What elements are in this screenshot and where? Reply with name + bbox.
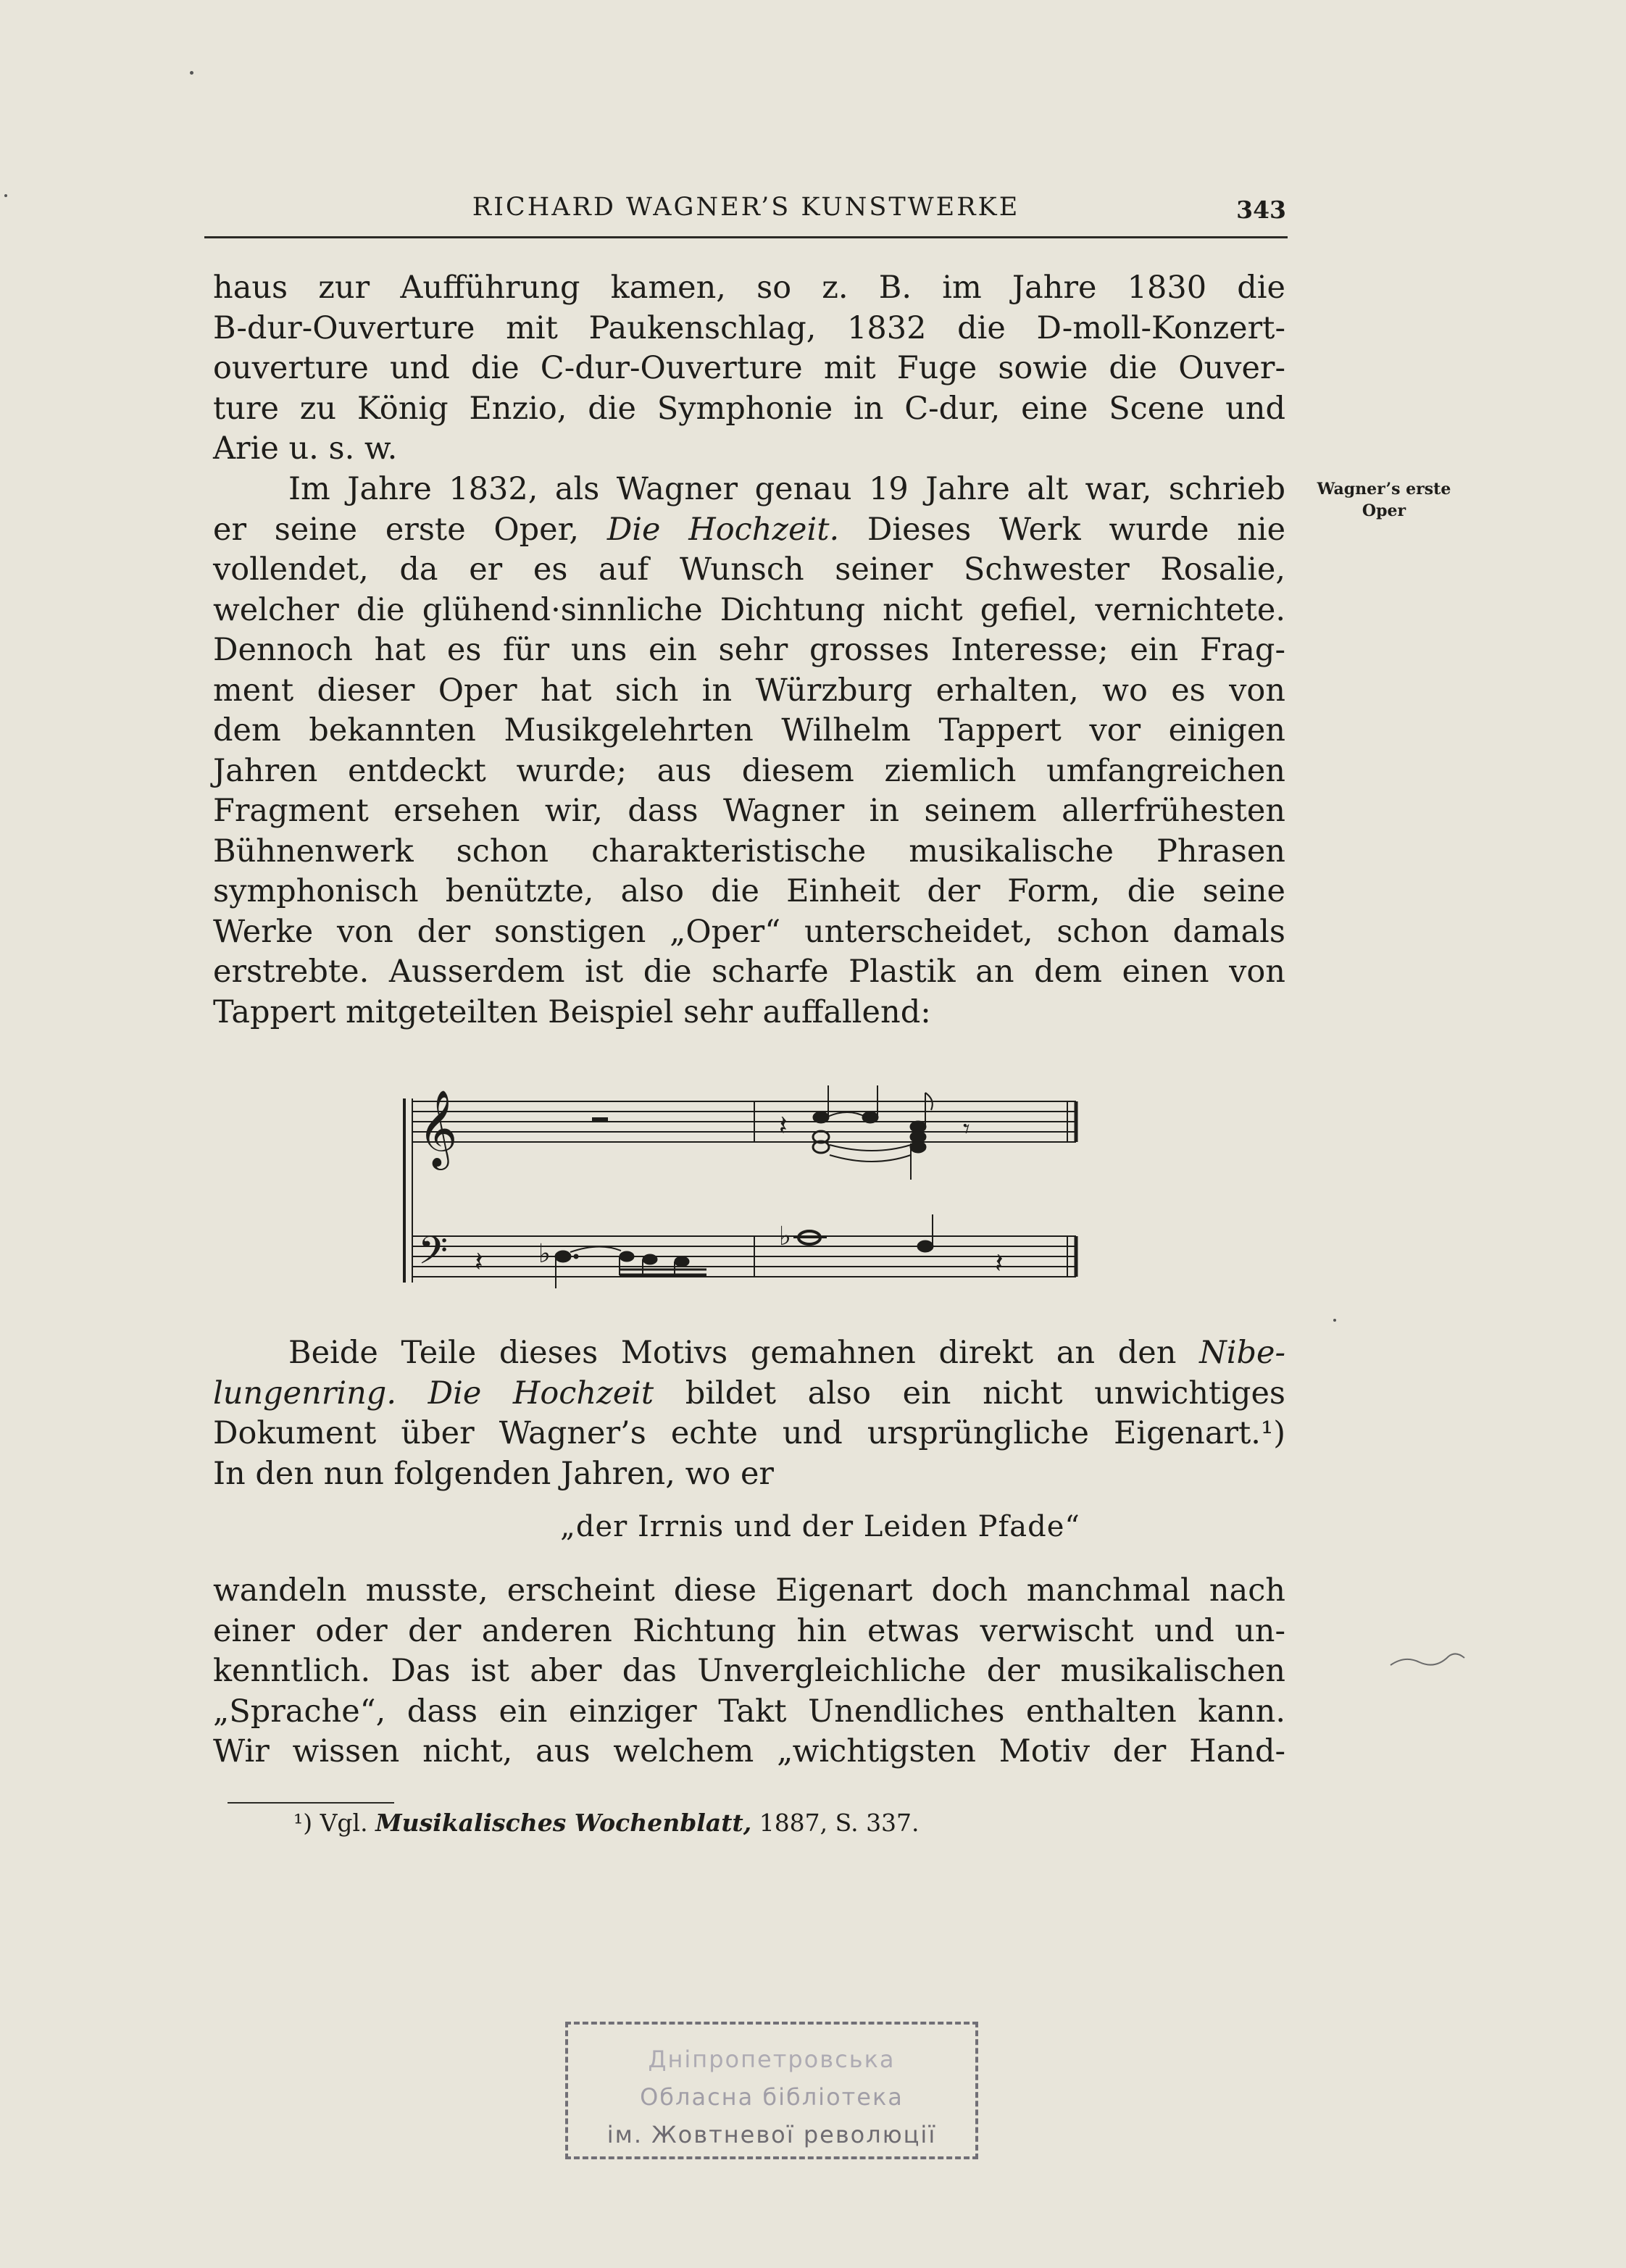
svg-text:𝄽: 𝄽 [995, 1247, 1004, 1279]
text-line: kenntlich. Das ist aber das Unvergleichliche der musikalischen [213, 1653, 1285, 1689]
text-line: Arie u. s. w. [213, 430, 398, 467]
footnote-rule [228, 1802, 394, 1804]
running-title: RICHARD WAGNER’S KUNSTWERKE [472, 193, 1020, 222]
paragraph-3 [213, 1333, 1285, 1494]
music-score [402, 1085, 1098, 1288]
text-line: vollendet, da er es auf Wunsch seiner Schwester Rosalie, [213, 551, 1285, 588]
opera-title: Die Hochzeit. [606, 511, 840, 548]
work-title: lungenring. Die Hochzeit [213, 1375, 654, 1412]
text-span: Dieses Werk wurde nie [839, 511, 1286, 548]
paragraph-4 [213, 1571, 1285, 1772]
text-line: B-dur-Ouverture mit Paukenschlag, 1832 die D-moll-Konzert- [213, 309, 1285, 346]
text-line: wandeln musste, erscheint diese Eigenart doch manchmal nach [213, 1572, 1285, 1609]
footnote-source: Musikalisches Wochenblatt, [375, 1809, 752, 1837]
svg-text:♭: ♭ [779, 1222, 791, 1251]
text-line: ture zu König Enzio, die Symphonie in C-dur, eine Scene und [213, 390, 1285, 427]
text-line: Bühnenwerk schon charakteristische musikalische Phrasen [213, 833, 1285, 870]
text-line: dem bekannten Musikgelehrten Wilhelm Tappert vor einigen [213, 712, 1285, 749]
text-line [213, 1333, 1285, 1374]
paper-speck [4, 194, 7, 197]
marginal-note-line: Wagner’s erste [1317, 480, 1451, 499]
text-line: Dokument über Wagner’s echte und ursprüngliche Eigenart.¹) [213, 1415, 1285, 1451]
text-span: bildet also ein nicht unwichtiges [654, 1375, 1285, 1412]
text-line: welcher die glühend·sinnliche Dichtung nicht gefiel, vernichtete. [213, 591, 1285, 628]
svg-text:𝄽: 𝄽 [779, 1109, 788, 1141]
text-span: er seine erste Oper, [213, 511, 607, 548]
svg-text:𝄽: 𝄽 [475, 1246, 483, 1277]
footnote-marker: ¹) Vgl. [293, 1809, 376, 1837]
library-stamp [565, 2022, 978, 2159]
running-head [204, 190, 1288, 238]
text-line: Dennoch hat es für uns ein sehr grosses Interesse; ein Frag- [213, 632, 1285, 668]
paragraph-2 [213, 470, 1285, 1033]
text-line: „Sprache“, dass ein einziger Takt Unendliches enthalten kann. [213, 1693, 1285, 1730]
text-line: einer oder der anderen Richtung hin etwas verwischt und un- [213, 1612, 1285, 1649]
text-line: symphonisch benützte, also die Einheit der Form, die seine [213, 873, 1285, 909]
stamp-line: Дніпропетровська [648, 2046, 896, 2073]
text-line: Fragment ersehen wir, dass Wagner in seinem allerfrühesten [213, 793, 1285, 829]
page-number: 343 [1236, 196, 1286, 224]
text-line [213, 1374, 1285, 1414]
work-title: Nibe- [1199, 1335, 1285, 1371]
footnote [293, 1809, 920, 1837]
text-line: ouverture und die C-dur-Ouverture mit Fuge sowie die Ouver- [213, 350, 1285, 386]
paper-speck [1333, 1319, 1336, 1322]
text-line: Jahren entdeckt wurde; aus diesem ziemlich umfangreichen [213, 752, 1285, 789]
text-line: In den nun folgenden Jahren, wo er [213, 1455, 774, 1492]
stamp-line: Обласна бібліотека [640, 2083, 904, 2111]
svg-text:𝄾: 𝄾 [963, 1114, 970, 1144]
verse-quote: „der Irrnis und der Leiden Pfade“ [560, 1510, 1080, 1543]
text-line: haus zur Aufführung kamen, so z. B. im Jahre 1830 die [213, 270, 1285, 306]
text-line: Wir wissen nicht, aus welchem „wichtigsten Motiv der Hand- [213, 1733, 1285, 1769]
svg-text:♭: ♭ [538, 1239, 551, 1269]
stamp-line: ім. Жовтневої революції [606, 2121, 937, 2148]
music-example [402, 1085, 1098, 1291]
paragraph-1 [213, 268, 1285, 470]
text-line: Im Jahre 1832, als Wagner genau 19 Jahre alt war, schrieb [288, 471, 1285, 507]
text-line: Tappert mitgeteilten Beispiel sehr auffallend: [213, 993, 931, 1030]
text-line: erstrebte. Ausserdem ist die scharfe Plastik an dem einen von [213, 954, 1285, 990]
text-line: ment dieser Oper hat sich in Würzburg erhalten, wo es von [213, 672, 1285, 709]
marginal-note-line: Oper [1362, 501, 1406, 520]
paper-speck [190, 71, 193, 75]
text-line: Werke von der sonstigen „Oper“ unterscheidet, schon damals [213, 913, 1285, 950]
svg-text:𝄞: 𝄞 [418, 1089, 458, 1167]
pencil-mark [1388, 1645, 1467, 1674]
svg-text:𝄢: 𝄢 [418, 1229, 449, 1283]
footnote-rest: 1887, S. 337. [751, 1809, 920, 1837]
text-line [213, 510, 1285, 551]
marginal-note [1297, 478, 1471, 522]
text-span: Beide Teile dieses Motivs gemahnen direkt an den [288, 1335, 1200, 1371]
